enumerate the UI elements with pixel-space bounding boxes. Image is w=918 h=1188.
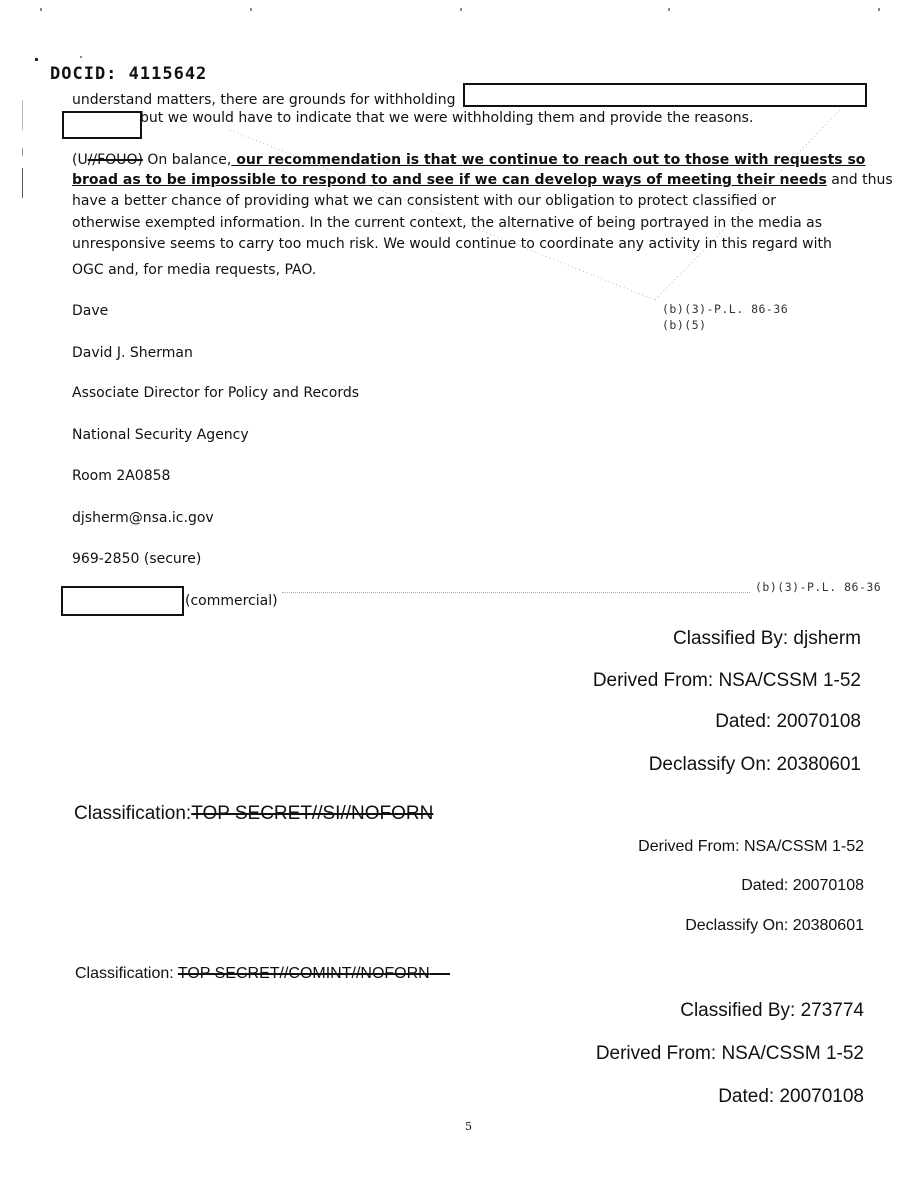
derived-from: Derived From: NSA/CSSM 1-52 (592, 670, 861, 691)
dated: Dated: 20070108 (718, 1086, 864, 1107)
classification-label: Classification: (75, 965, 174, 982)
paragraph-2-line-5: unresponsive seems to carry too much risk. We would continue to coordinate any activity in this regard with (72, 236, 832, 252)
struck-marking: //FOUO) (87, 152, 143, 168)
recommendation-text-cont: broad as to be impossible to respond to and see if we can develop ways of meeting their needs (72, 172, 827, 188)
struck-classification: TOP SECRET//COMINT//NOFORN (177, 965, 430, 982)
classification-line (74, 803, 433, 825)
classified-by: Classified By: djsherm (673, 628, 861, 649)
exemption-label: (b)(3)-P.L. 86-36 (662, 302, 789, 316)
recommendation-text: our recommendation is that we continue to reach out to those with requests so (231, 152, 866, 168)
signer-name: David J. Sherman (72, 345, 193, 361)
signer-title: Associate Director for Policy and Records (72, 385, 360, 401)
paragraph-1-line-1: understand matters, there are grounds for withholding (72, 92, 456, 108)
paragraph-1-line-2: but we would have to indicate that we were withholding them and provide the reasons. (140, 110, 754, 126)
exemption-leader-line (282, 592, 750, 593)
struck-classification: TOP SECRET//SI//NOFORN (191, 803, 434, 824)
lead-text: On balance, (142, 152, 232, 168)
classification-label: Classification: (74, 803, 192, 824)
page-number: 5 (465, 1120, 472, 1133)
dated: Dated: 20070108 (715, 711, 861, 732)
portion-marking: (U (72, 152, 88, 168)
declassify-on: Declassify On: 20380601 (648, 754, 861, 775)
greeting: Dave (72, 303, 109, 319)
classification-line (75, 965, 450, 983)
derived-from: Derived From: NSA/CSSM 1-52 (595, 1043, 864, 1064)
declassify-on: Declassify On: 20380601 (685, 917, 864, 934)
paragraph-2-line-3: have a better chance of providing what we can consistent with our obligation to protect classified or (72, 193, 777, 209)
paragraph-2-line-4: otherwise exempted information. In the current context, the alternative of being portrayed in the media as (72, 215, 823, 231)
docid: DOCID: 4115642 (50, 64, 208, 84)
paragraph-2-line-6: OGC and, for media requests, PAO. (72, 262, 317, 278)
dated: Dated: 20070108 (741, 877, 864, 894)
strike-tail (430, 973, 450, 975)
signer-room: Room 2A0858 (72, 468, 171, 484)
line-tail: and thus (826, 172, 893, 188)
signer-phone-secure: 969-2850 (secure) (72, 551, 202, 567)
signer-email: djsherm@nsa.ic.gov (72, 510, 214, 526)
exemption-label: (b)(3)-P.L. 86-36 (755, 580, 882, 594)
derived-from: Derived From: NSA/CSSM 1-52 (638, 838, 864, 855)
signer-organization: National Security Agency (72, 427, 249, 443)
exemption-label: (b)(5) (662, 318, 707, 332)
redaction-box (61, 586, 184, 616)
classified-by: Classified By: 273774 (680, 1000, 864, 1021)
signer-phone-commercial: (commercial) (185, 593, 278, 609)
